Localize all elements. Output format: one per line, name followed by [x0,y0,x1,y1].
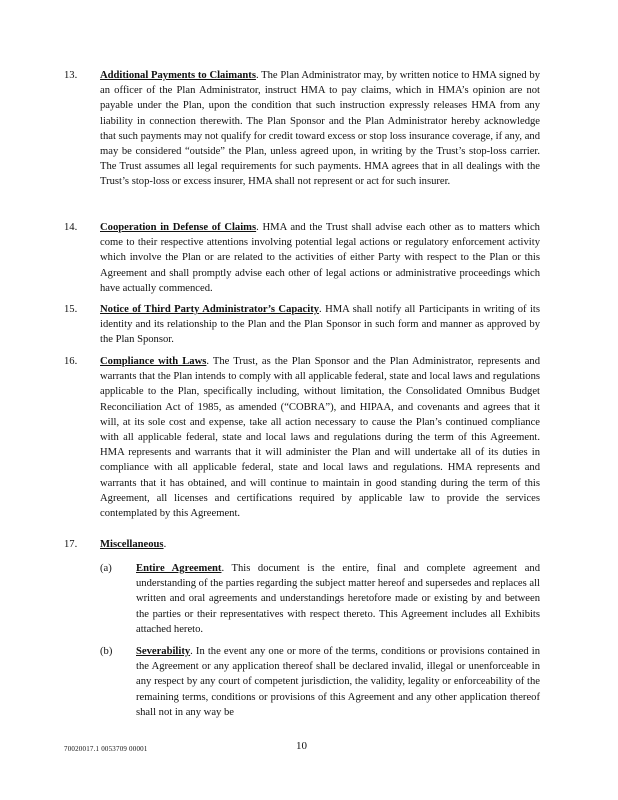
subsection-text: . In the event any one or more of the terms, conditions or provisions contained in the Agreement or any application thereof shall be declared invalid, illegal or unenforceable in any respect by any court of competent jurisdiction, the validity, legality or enforceability of the remaining terms, conditions or provisions of this Agreement and any other application thereof shall not in any way be [136,646,540,718]
section-body [100,68,540,190]
section-15 [64,302,544,348]
subsection-label: (a) [100,563,112,574]
section-heading: Cooperation in Defense of Claims [100,222,257,233]
section-14 [64,220,544,296]
document-id: 70020017.1 0053709 00001 [64,745,148,753]
subsection-b [100,644,540,720]
section-number: 13. [64,70,78,81]
section-heading: Additional Payments to Claimants [100,70,256,81]
section-body [100,354,540,521]
section-17 [64,537,544,552]
subsection-a [100,561,540,637]
section-number: 15. [64,304,78,315]
subsection-text: . This document is the entire, final and complete agreement and understanding of the parties regarding the subject matter hereof and supersedes and replaces all written and oral agreements and understandings heretofore made or existing by and between the parties or their representatives with respect thereto. This Agreement includes all Exhibits attached hereto. [136,563,540,635]
section-heading: Compliance with Laws [100,356,207,367]
section-heading: Notice of Third Party Administrator’s Capacity [100,304,320,315]
subsection-body [136,644,540,720]
section-body [100,537,540,552]
section-text: . HMA shall notify all Participants in writing of its identity and its relationship to the Plan and the Plan Sponsor in such form and manner as approved by the Plan Sponsor. [100,304,540,346]
subsection-heading: Entire Agreement [136,563,222,574]
page-number: 10 [296,740,307,752]
section-heading: Miscellaneous [100,539,164,550]
section-body [100,220,540,296]
section-number: 16. [64,356,78,367]
section-16 [64,354,544,521]
section-text: . HMA and the Trust shall advise each other as to matters which come to their respective attentions involving potential legal actions or regulatory enforcement activity which involve the Plan or are related to the activities of either Party with respect to the Plan or this Agreement and shall promptly advise each other of legal actions or administrative proceedings which have actually commenced. [100,222,540,294]
section-number: 17. [64,539,78,550]
subsection-heading: Severability [136,646,191,657]
section-text: . The Trust, as the Plan Sponsor and the Plan Administrator, represents and warrants that the Plan intends to comply with all applicable federal, state and local laws and regulations applicable to the Plan, specifically including, without limitation, the Consolidated Omnibus Budget Reconciliation Act of 1985, as amended (“COBRA”), and HIPAA, and covenants and agrees that it will, at its sole cost and expense, take all action necessary to cause the Plan’s continued compliance with all applicable federal, state and local laws and regulations during the term of this Agreement. HMA represents and warrants that it will administer the Plan and will undertake all of its duties in compliance with all applicable federal, state and local laws and regulations. HMA represents and warrants that it has obtained, and will continue to maintain in good standing during the term of this Agreement, all licenses and certifications required by applicable law to provide the services contemplated by this Agreement. [100,356,541,520]
section-body [100,302,540,348]
subsection-body [136,561,540,637]
section-text: . The Plan Administrator may, by written notice to HMA signed by an officer of the Plan Administrator, instruct HMA to pay claims, which in HMA’s opinion are not payable under the Plan, upon the condition that such instruction expressly releases HMA from any liability in connection therewith. The Plan Sponsor and the Plan Administrator hereby acknowledge that such payments may not qualify for credit toward excess or stop loss insurance coverage, if any, and may be considered “outside” the Plan, unless agreed upon, in writing by the Trust’s stop-loss carrier. The Trust assumes all legal requirements for such payments. HMA agrees that in all dealings with the Trust’s stop-loss or excess insurer, HMA shall not represent or act for such insurer. [100,70,540,188]
section-text: . [163,539,167,550]
section-13 [64,68,544,190]
section-number: 14. [64,222,78,233]
subsection-label: (b) [100,646,113,657]
